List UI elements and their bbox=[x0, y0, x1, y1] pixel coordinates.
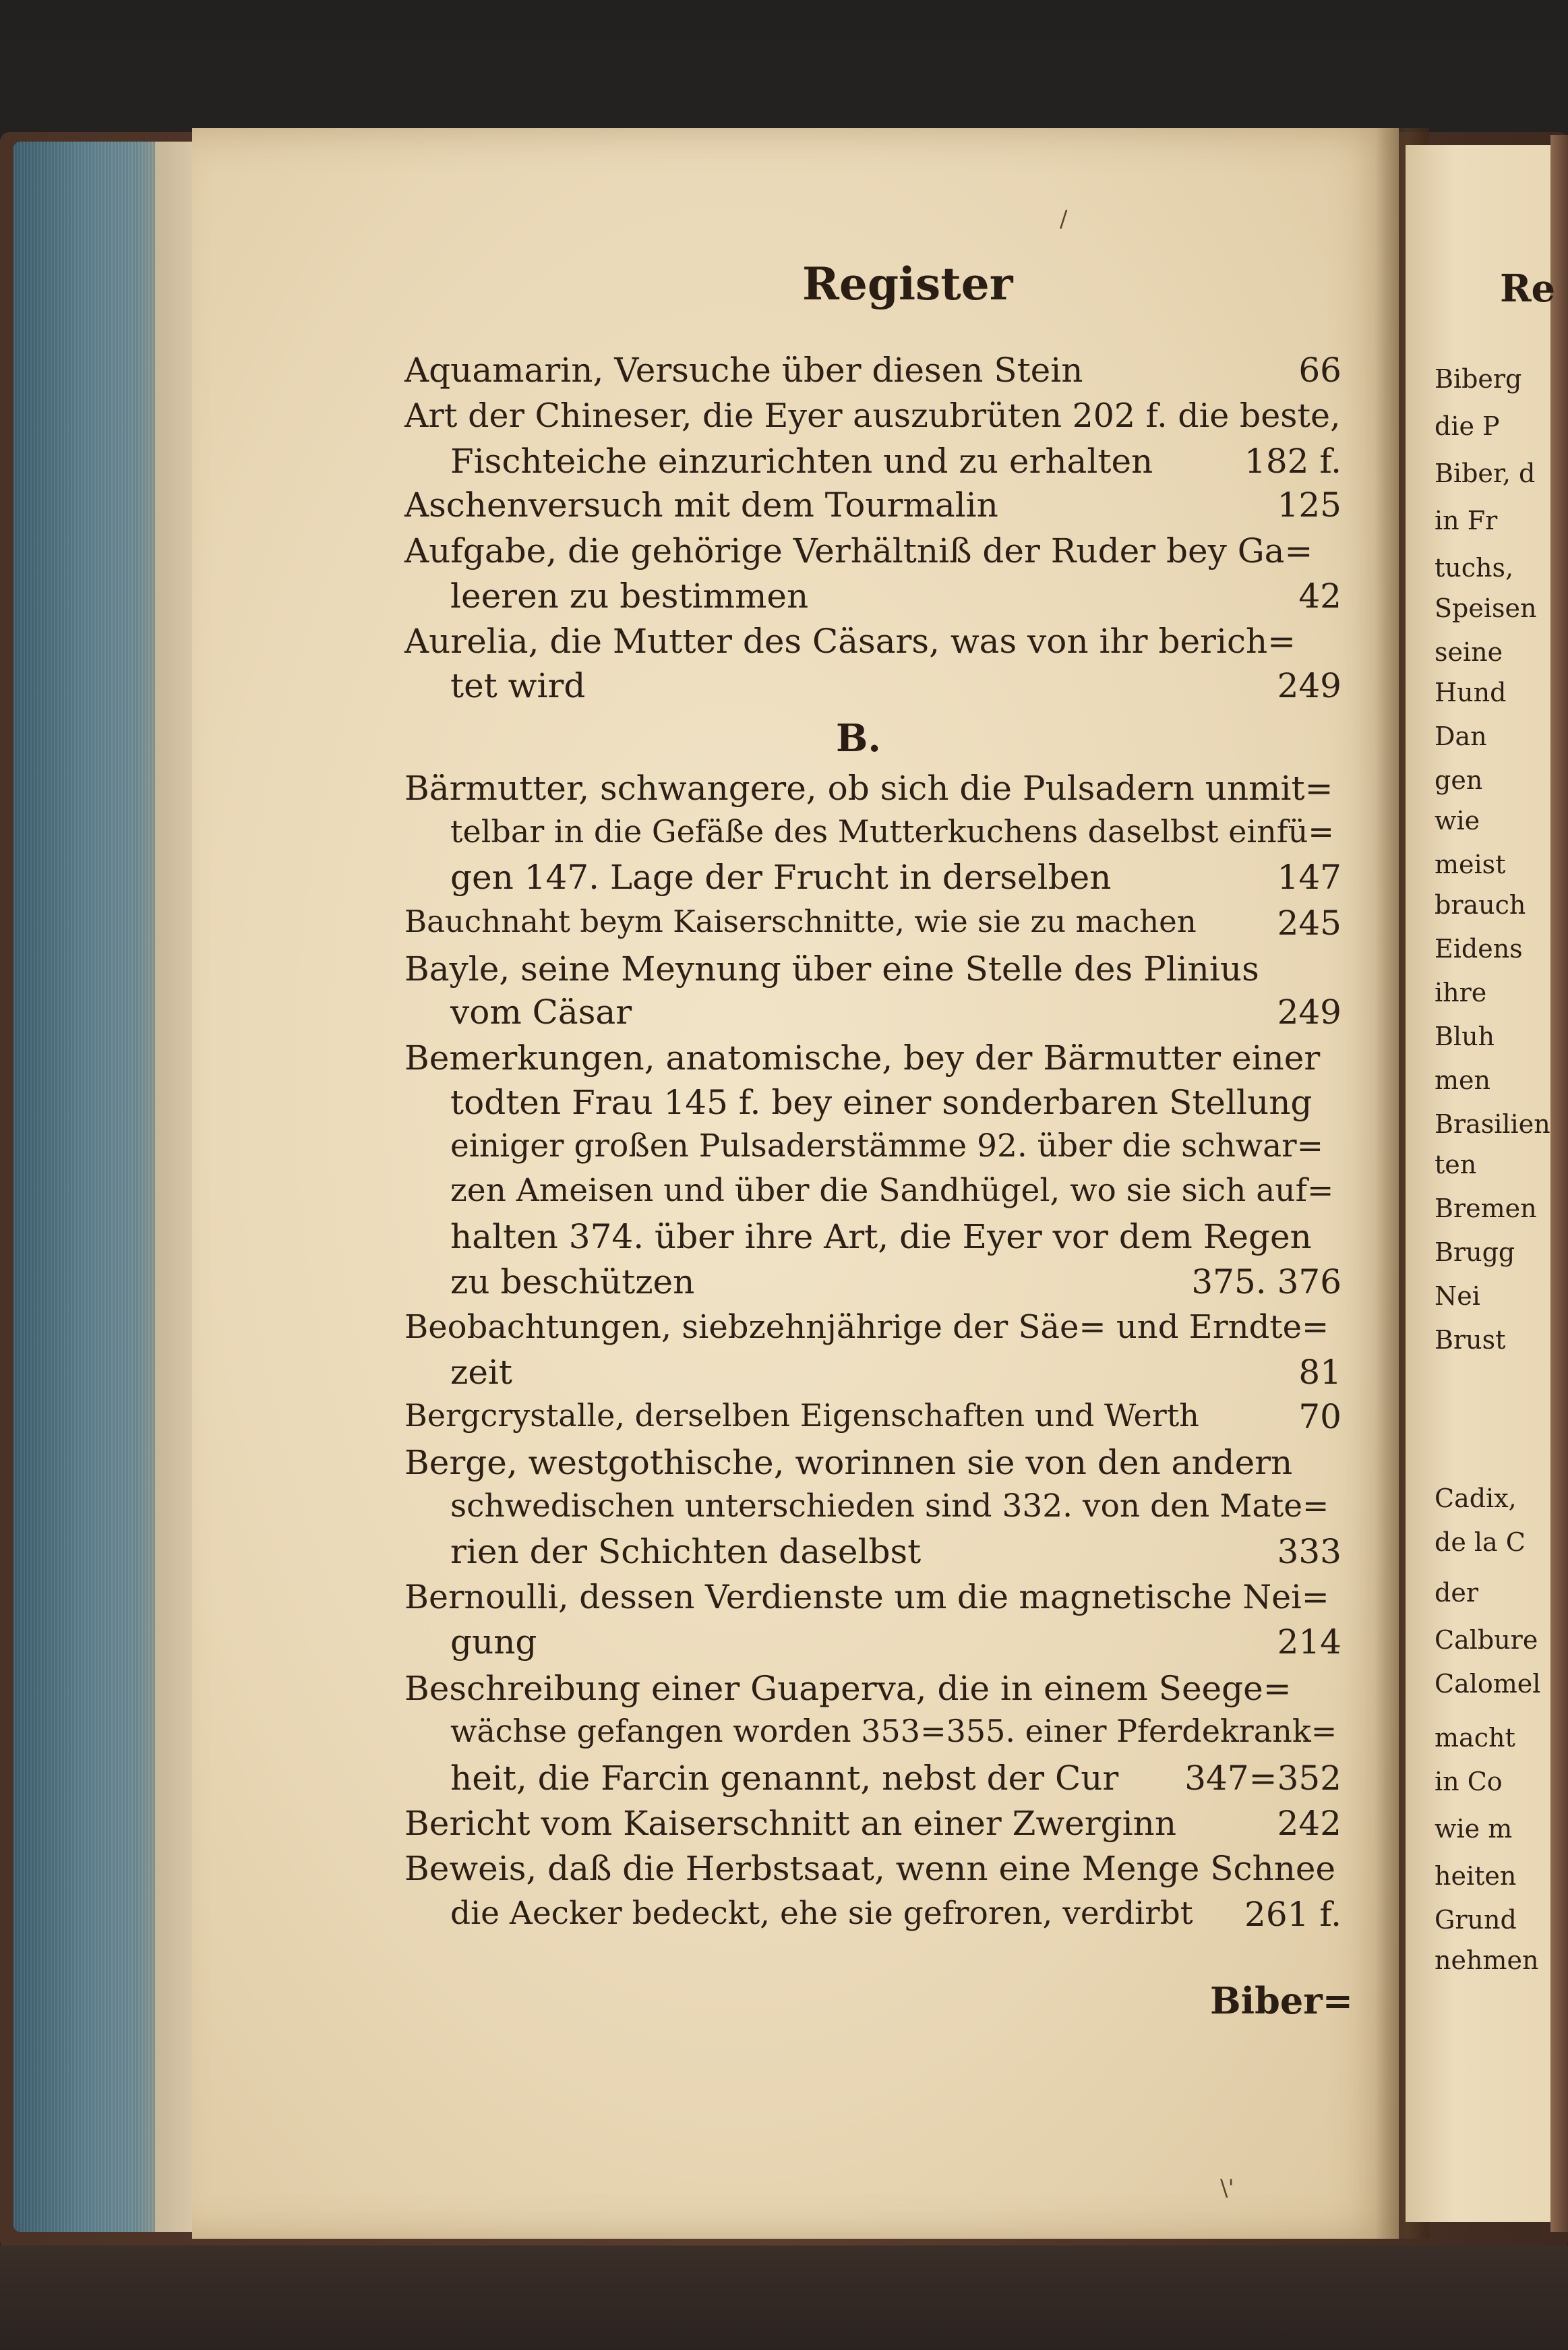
entry-text: Bärmutter, schwangere, ob sich die Pulsadern unmit= bbox=[404, 769, 1333, 808]
register-entry-line bbox=[404, 396, 1341, 441]
register-entry-line bbox=[404, 577, 1341, 621]
right-page-fragment: seine bbox=[1435, 637, 1503, 667]
register-entry-line bbox=[404, 1038, 1341, 1083]
entry-page-ref: 81 bbox=[1298, 1353, 1341, 1392]
register-entry-line bbox=[404, 1353, 1341, 1397]
entry-page-ref: 333 bbox=[1277, 1532, 1341, 1571]
right-page-fragment: Cadix, bbox=[1435, 1484, 1517, 1513]
right-page-fragment: Grund bbox=[1435, 1905, 1517, 1935]
right-page-fragment: der bbox=[1435, 1578, 1478, 1608]
register-entry-line bbox=[404, 769, 1341, 813]
register-entry-line bbox=[404, 1262, 1341, 1307]
entry-text: Bergcrystalle, derselben Eigenschaften und Werth bbox=[404, 1397, 1199, 1434]
entry-text: Beweis, daß die Herbstsaat, wenn eine Menge Schnee bbox=[404, 1849, 1336, 1888]
entry-page-ref: 66 bbox=[1298, 351, 1341, 390]
register-entry-line bbox=[404, 1713, 1341, 1757]
right-page-fragment: gen bbox=[1435, 765, 1483, 795]
entry-text: Bayle, seine Meynung über eine Stelle des Plinius bbox=[404, 949, 1259, 989]
stray-mark-top: / bbox=[1060, 206, 1068, 233]
register-entries bbox=[404, 351, 1348, 2003]
register-entry-line bbox=[404, 993, 1341, 1037]
right-page-fragment: Dan bbox=[1435, 722, 1487, 751]
register-entry-line bbox=[404, 1443, 1341, 1488]
right-page-fragment: Hund bbox=[1435, 678, 1507, 707]
register-entry-line bbox=[404, 858, 1341, 902]
register-entry-line bbox=[404, 1488, 1341, 1532]
entry-text: Beobachtungen, siebzehnjährige der Säe= und Erndte= bbox=[404, 1308, 1329, 1346]
entry-text: zu beschützen bbox=[450, 1262, 695, 1301]
entry-text: Aschenversuch mit dem Tourmalin bbox=[404, 486, 998, 525]
section-letter-b: B. bbox=[836, 716, 881, 761]
register-entry-line bbox=[404, 904, 1341, 948]
right-page-fragment: nehmen bbox=[1435, 1945, 1539, 1975]
entry-text: einiger großen Pulsaderstämme 92. über die schwar= bbox=[450, 1127, 1324, 1165]
entry-page-ref: 249 bbox=[1277, 993, 1341, 1032]
entry-page-ref: 261 f. bbox=[1244, 1895, 1341, 1934]
catchword: Biber= bbox=[1210, 1979, 1353, 2022]
right-page-fragment: Biber, d bbox=[1435, 459, 1536, 488]
right-page-fragment: Speisen bbox=[1435, 593, 1537, 623]
entry-text: vom Cäsar bbox=[450, 993, 632, 1032]
entry-text: Berge, westgothische, worinnen sie von den andern bbox=[404, 1443, 1293, 1482]
entry-text: halten 374. über ihre Art, die Eyer vor dem Regen bbox=[450, 1217, 1312, 1256]
entry-text: telbar in die Gefäße des Mutterkuchens daselbst einfü= bbox=[450, 813, 1334, 850]
register-entry-line bbox=[404, 1669, 1341, 1713]
page-header: Register bbox=[802, 258, 1013, 310]
right-page-fragment: brauch bbox=[1435, 890, 1526, 920]
entry-text: Aufgabe, die gehörige Verhältniß der Ruder bey Ga= bbox=[404, 531, 1313, 570]
entry-text: zen Ameisen und über die Sandhügel, wo sie sich auf= bbox=[450, 1172, 1334, 1209]
entry-page-ref: 125 bbox=[1277, 486, 1341, 525]
register-entry-line bbox=[404, 1804, 1341, 1848]
register-entry-line bbox=[404, 949, 1341, 994]
register-entry-line bbox=[404, 1172, 1341, 1216]
entry-text: zeit bbox=[450, 1353, 513, 1392]
entry-text: wächse gefangen worden 353=355. einer Pferdekrank= bbox=[450, 1713, 1337, 1749]
register-entry-line bbox=[404, 1622, 1341, 1667]
register-entry-line bbox=[404, 531, 1341, 576]
right-page-fragment: meist bbox=[1435, 850, 1506, 879]
register-entry-line bbox=[404, 442, 1341, 486]
entry-text: schwedischen unterschieden sind 332. von den Mate= bbox=[450, 1488, 1329, 1525]
entry-text: Art der Chineser, die Eyer auszubrüten 202 f. die beste, bbox=[404, 396, 1341, 435]
right-page-fragment: Bremen bbox=[1435, 1194, 1537, 1223]
right-page-fragment: de la C bbox=[1435, 1527, 1526, 1557]
entry-page-ref: 42 bbox=[1298, 577, 1341, 616]
entry-text: Bauchnaht beym Kaiserschnitte, wie sie zu machen bbox=[404, 904, 1197, 939]
entry-text: Fischteiche einzurichten und zu erhalten bbox=[450, 442, 1153, 481]
entry-page-ref: 347=352 bbox=[1184, 1759, 1341, 1798]
entry-text: leeren zu bestimmen bbox=[450, 577, 809, 616]
register-entry-line bbox=[404, 666, 1341, 711]
stray-mark-bottom: \' bbox=[1220, 2175, 1234, 2202]
right-page-fragment: in Fr bbox=[1435, 506, 1498, 535]
entry-text: Bemerkungen, anatomische, bey der Bärmutter einer bbox=[404, 1038, 1321, 1078]
register-entry-line bbox=[404, 622, 1341, 666]
right-page-fragment: Bluh bbox=[1435, 1022, 1495, 1051]
entry-text: Beschreibung einer Guaperva, die in einem Seege= bbox=[404, 1669, 1292, 1708]
entry-page-ref: 249 bbox=[1277, 666, 1341, 705]
entry-text: Aurelia, die Mutter des Cäsars, was von ihr berich= bbox=[404, 622, 1296, 661]
register-entry-line bbox=[404, 813, 1341, 858]
register-entry-line bbox=[404, 486, 1341, 530]
entry-page-ref: 375. 376 bbox=[1191, 1262, 1341, 1301]
entry-text: Bernoulli, dessen Verdienste um die magnetische Nei= bbox=[404, 1578, 1329, 1616]
entry-text: gung bbox=[450, 1622, 537, 1662]
entry-text: Aquamarin, Versuche über diesen Stein bbox=[404, 351, 1083, 390]
right-page-fragment: men bbox=[1435, 1065, 1490, 1095]
entry-text: die Aecker bedeckt, ehe sie gefroren, verdirbt bbox=[450, 1895, 1193, 1932]
entry-page-ref: 182 f. bbox=[1244, 442, 1341, 481]
right-page-fragment: Eidens bbox=[1435, 934, 1523, 964]
register-entry-line bbox=[404, 1083, 1341, 1127]
right-page-fragment: Brust bbox=[1435, 1325, 1506, 1355]
table-surface bbox=[0, 2245, 1568, 2350]
right-page-fragment: Nei bbox=[1435, 1281, 1480, 1311]
register-entry-line bbox=[404, 1397, 1341, 1442]
register-entry-line bbox=[404, 1849, 1341, 1893]
register-entry-line bbox=[404, 1578, 1341, 1622]
register-entry-line bbox=[404, 1308, 1341, 1353]
right-page-fragment: ten bbox=[1435, 1150, 1477, 1179]
entry-page-ref: 242 bbox=[1277, 1804, 1341, 1843]
entry-page-ref: 245 bbox=[1277, 904, 1341, 943]
right-page-fragment: ihre bbox=[1435, 978, 1487, 1007]
right-page-fragment: wie m bbox=[1435, 1814, 1513, 1844]
register-entry-line bbox=[404, 351, 1341, 395]
right-page-fragment: macht bbox=[1435, 1723, 1515, 1753]
right-page-fragment: Calbure bbox=[1435, 1625, 1538, 1655]
right-page-fragment: Brugg bbox=[1435, 1237, 1515, 1267]
right-page-fragment: tuchs, bbox=[1435, 553, 1514, 583]
entry-page-ref: 214 bbox=[1277, 1622, 1341, 1662]
entry-page-ref: 147 bbox=[1277, 858, 1341, 897]
right-page-fragment: Biberg bbox=[1435, 364, 1522, 394]
entry-text: Bericht vom Kaiserschnitt an einer Zwerginn bbox=[404, 1804, 1177, 1843]
right-page-fragment: die P bbox=[1435, 411, 1500, 441]
right-page-header-fragment: Re bbox=[1500, 266, 1556, 311]
entry-text: tet wird bbox=[450, 666, 586, 705]
register-entry-line bbox=[404, 1217, 1341, 1262]
right-page-fragment: Brasilien bbox=[1435, 1109, 1550, 1139]
entry-text: todten Frau 145 f. bey einer sonderbaren Stellung bbox=[450, 1083, 1313, 1122]
entry-text: heit, die Farcin genannt, nebst der Cur bbox=[450, 1759, 1119, 1798]
right-page-fragment: Calomel bbox=[1435, 1669, 1541, 1699]
page-edges-inner bbox=[155, 142, 195, 2232]
register-entry-line bbox=[404, 1895, 1341, 1939]
register-entry-line bbox=[404, 1759, 1341, 1803]
entry-page-ref: 70 bbox=[1298, 1397, 1341, 1436]
register-entry-line bbox=[404, 1127, 1341, 1172]
entry-text: rien der Schichten daselbst bbox=[450, 1532, 922, 1571]
right-page-fragment: in Co bbox=[1435, 1767, 1503, 1796]
register-entry-line bbox=[404, 1532, 1341, 1577]
right-cover-edge bbox=[1550, 135, 1568, 2232]
right-page-fragment: heiten bbox=[1435, 1861, 1517, 1891]
right-page-fragment: wie bbox=[1435, 806, 1480, 835]
entry-text: gen 147. Lage der Frucht in derselben bbox=[450, 858, 1112, 897]
